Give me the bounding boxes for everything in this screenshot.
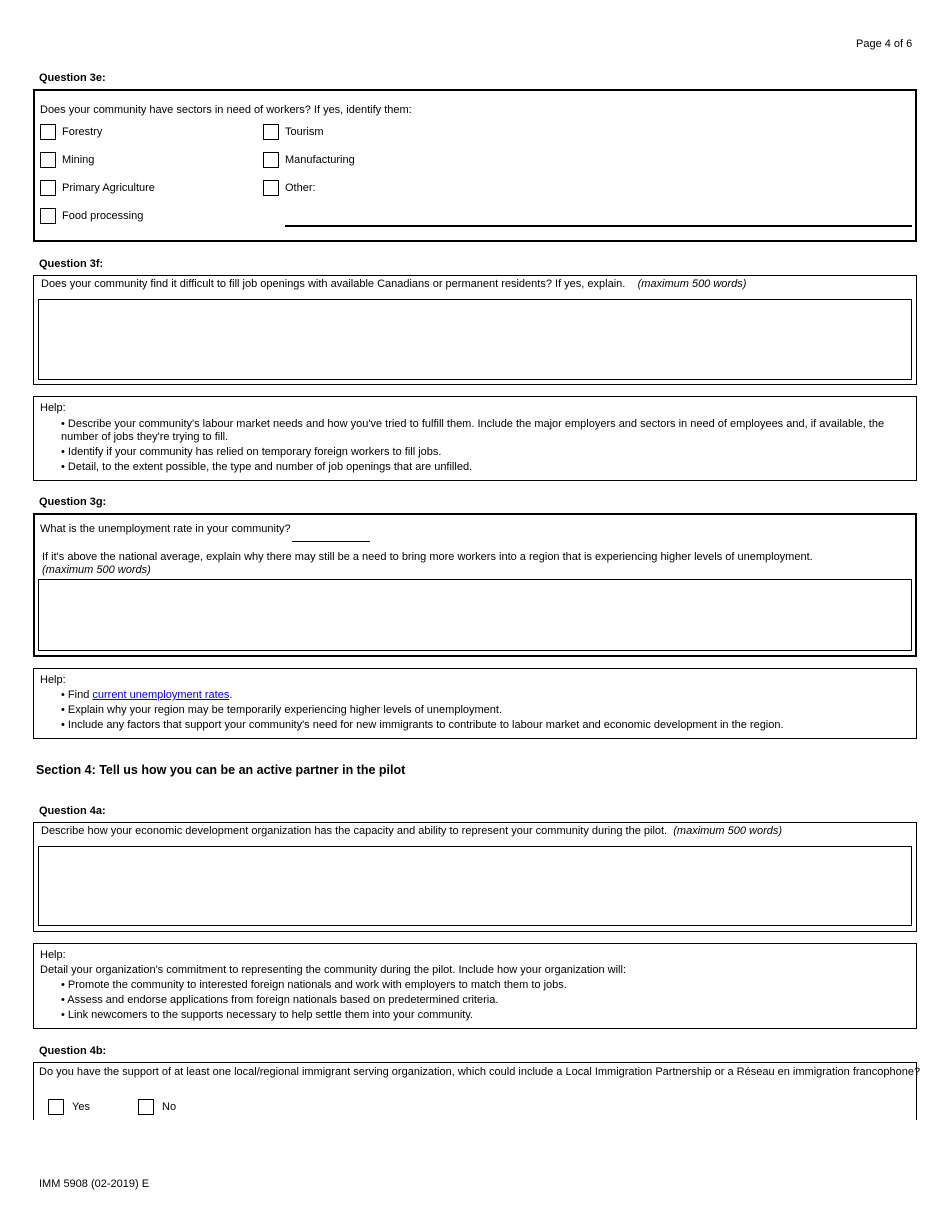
checkbox-food-processing[interactable]	[40, 208, 143, 224]
help-item: • Describe your community's labour market needs and how you've tried to fulfill them. Include the major employers and sectors in need of employees and, if available, the number of jobs they're trying to fill.	[61, 418, 885, 443]
help-item: • Identify if your community has relied on temporary foreign workers to fill jobs.	[61, 446, 442, 458]
checkbox-mining[interactable]	[40, 152, 94, 168]
question-4b-label: Question 4b:	[39, 1045, 107, 1057]
checkbox-label: Tourism	[285, 126, 324, 138]
checkbox-label: Manufacturing	[285, 154, 355, 166]
question-4a-prompt-line	[41, 825, 782, 837]
checkbox-label: Forestry	[62, 126, 103, 138]
help-item-find	[61, 689, 901, 702]
help-item: • Assess and endorse applications from foreign nationals based on predetermined criteria.	[61, 994, 499, 1006]
question-3f-prompt: Does your community find it difficult to fill job openings with available Canadians or permanent residents? If yes, explain.	[41, 278, 626, 290]
checkbox-box[interactable]	[40, 180, 56, 196]
question-3f-help	[33, 396, 917, 481]
checkbox-forestry[interactable]	[40, 124, 102, 140]
checkbox-label: Food processing	[62, 210, 144, 222]
question-3g-prompt: What is the unemployment rate in your community?	[40, 523, 291, 535]
checkbox-box[interactable]	[263, 180, 279, 196]
checkbox-box[interactable]	[40, 152, 56, 168]
question-4a-answer-field[interactable]	[38, 846, 912, 926]
question-3g-answer-field[interactable]	[38, 579, 912, 651]
checkbox-primary-agriculture[interactable]	[40, 180, 155, 196]
question-3g-label: Question 3g:	[39, 496, 107, 508]
page-number: Page 4 of 6	[856, 38, 913, 50]
question-4a-prompt: Describe how your economic development organization has the capacity and ability to represent your community during the pilot.	[41, 825, 668, 837]
help-title: Help:	[40, 674, 66, 686]
section-4-title: Section 4: Tell us how you can be an active partner in the pilot	[36, 763, 406, 777]
checkbox-box[interactable]	[263, 152, 279, 168]
help-title: Help:	[40, 402, 66, 414]
checkbox-manufacturing[interactable]	[263, 152, 355, 168]
question-3f-answer-field[interactable]	[38, 299, 912, 380]
max-words-note: (maximum 500 words)	[673, 825, 783, 837]
other-input-line[interactable]	[285, 225, 912, 227]
help-intro: Detail your organization's commitment to representing the community during the pilot. Include how your organization will:	[40, 964, 627, 976]
radio-yes[interactable]	[48, 1099, 90, 1115]
question-4a-label: Question 4a:	[39, 805, 106, 817]
question-3f-label: Question 3f:	[39, 258, 104, 270]
checkbox-other[interactable]	[263, 180, 316, 196]
checkbox-label: Primary Agriculture	[62, 182, 155, 194]
max-words-note: (maximum 500 words)	[42, 564, 151, 576]
question-3g-help	[33, 668, 917, 739]
help-find-prefix: • Find	[61, 689, 93, 701]
checkbox-label: Other:	[285, 182, 316, 194]
checkbox-box[interactable]	[40, 124, 56, 140]
question-3g-followup: If it's above the national average, explain why there may still be a need to bring more workers into a region that is experiencing higher levels of unemployment.	[42, 551, 813, 563]
checkbox-tourism[interactable]	[263, 124, 324, 140]
help-item: • Link newcomers to the supports necessary to help settle them into your community.	[61, 1009, 474, 1021]
checkbox-box[interactable]	[40, 208, 56, 224]
question-3e-box	[33, 89, 917, 242]
max-words-note: (maximum 500 words)	[637, 278, 747, 290]
question-3g-followup-block	[42, 551, 902, 577]
question-3f-prompt-line	[41, 278, 746, 290]
question-3e-prompt: Does your community have sectors in need of workers? If yes, identify them:	[40, 104, 412, 116]
unemployment-rates-link[interactable]: current unemployment rates	[92, 689, 230, 701]
checkbox-box[interactable]	[263, 124, 279, 140]
no-label: No	[162, 1101, 177, 1113]
form-number-footer: IMM 5908 (02-2019) E	[39, 1178, 150, 1190]
checkbox-label: Mining	[62, 154, 95, 166]
help-title: Help:	[40, 949, 66, 961]
help-find-suffix: .	[229, 689, 233, 701]
help-item: • Detail, to the extent possible, the type and number of job openings that are unfilled.	[61, 461, 473, 473]
radio-no[interactable]	[138, 1099, 176, 1115]
unemployment-rate-input[interactable]	[292, 541, 370, 542]
question-3e-label: Question 3e:	[39, 72, 106, 84]
checkbox-box[interactable]	[48, 1099, 64, 1115]
question-4b-prompt: Do you have the support of at least one local/regional immigrant serving organization, which could include a Local Immigration Partnership or a Réseau en immigration francophone?	[39, 1066, 921, 1078]
question-4b-box	[33, 1062, 921, 1120]
help-item: • Explain why your region may be temporarily experiencing higher levels of unemployment.	[61, 704, 503, 716]
help-item: • Include any factors that support your community's need for new immigrants to contribute to labour market and economic development in the region.	[61, 719, 784, 731]
checkbox-box[interactable]	[138, 1099, 154, 1115]
yes-label: Yes	[72, 1101, 90, 1113]
question-4a-help	[33, 943, 917, 1029]
help-item: • Promote the community to interested foreign nationals and work with employers to match them to jobs.	[61, 979, 567, 991]
